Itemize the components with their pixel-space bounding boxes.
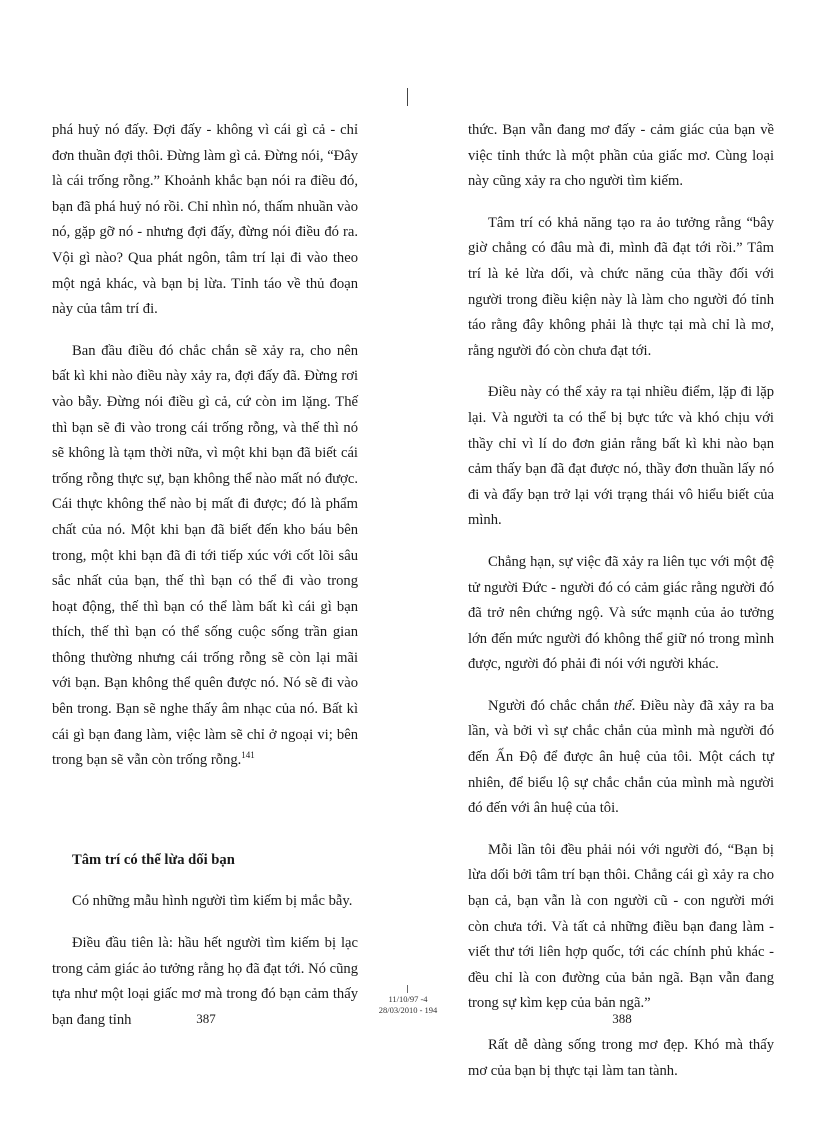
right-paragraph-2: Tâm trí có khả năng tạo ra ảo tưởng rằng “bây giờ chẳng có đâu mà đi, mình đã đạt tới rồi.” Tâm trí là kẻ lừa dối, và chức năng của thầy đối với người trong điều kiện này là làm cho người đó tỉnh táo rằng đây không phải là thực tại mà chỉ là mơ, rằng người đó còn chưa đạt tới. bbox=[468, 214, 774, 359]
right-page-column bbox=[468, 118, 774, 1100]
left-paragraph-1: phá huỷ nó đấy. Đợi đấy - không vì cái gì cả - chỉ đơn thuần đợi thôi. Đừng làm gì cả. Đừng nói, “Đây là cái trống rỗng.” Khoảnh khắc bạn nói ra điều đó, bạn đã phá huỷ nó rồi. Chỉ nhìn nó, thấm nhuần vào nó, gặp gỡ nó - nhưng đợi đấy, đừng nói điều đó ra. Vội gì nào? Qua phát ngôn, tâm trí lại đi vào theo một ngả khác, và bạn bị lừa. Tỉnh táo về thủ đoạn này của tâm trí đi. bbox=[52, 122, 358, 318]
heading-spacer bbox=[52, 790, 358, 848]
italic-word: thế bbox=[613, 697, 632, 714]
right-paragraph-5 bbox=[468, 694, 774, 822]
right-paragraph-1: thức. Bạn vẫn đang mơ đấy - cảm giác của bạn về việc tỉnh thức là một phần của giấc mơ. Cùng loại này cũng xảy ra cho người tìm kiếm. bbox=[468, 122, 774, 190]
left-paragraph-2 bbox=[52, 339, 358, 774]
right-paragraph-3: Điều này có thể xảy ra tại nhiều điểm, lặp đi lặp lại. Và người ta có thể bị bực tức và khó chịu với thầy chỉ vì lí do đơn giản rằng bất kì khi nào bạn cảm thấy bạn đã đạt được nó, thầy đơn thuần lấy nó đi và đẩy bạn trở lại với trạng thái vô hiểu biết của mình. bbox=[468, 384, 774, 529]
page-number-right: 388 bbox=[612, 1011, 632, 1026]
print-stamp-line-2: 28/03/2010 - 194 bbox=[378, 1005, 438, 1015]
right-paragraph-5-end: . Điều này đã xảy ra ba lần, và bởi vì sự chắc chắn của mình mà người đó đến Ấn Độ để được ân huệ của tôi. Một cách tự nhiên, để biểu lộ sự chắc chắn của mình mà người đó đến với ân huệ của tôi. bbox=[468, 697, 775, 817]
bottom-crop-mark bbox=[407, 985, 408, 993]
page-number-left: 387 bbox=[196, 1011, 216, 1026]
right-paragraph-4: Chẳng hạn, sự việc đã xảy ra liên tục với một đệ tử người Đức - người đó có cảm giác rằng người đó đã trở nên chứng ngộ. Và sức mạnh của ảo tưởng lớn đến mức người đó không thể giữ nó trong mình được, người đó phải đi nói với người khác. bbox=[468, 553, 774, 673]
right-paragraph-7: Rất dễ dàng sống trong mơ đẹp. Khó mà thấy mơ của bạn bị thực tại làm tan tành. bbox=[468, 1037, 774, 1079]
right-paragraph-5-start: Người đó chắc chắn bbox=[488, 697, 614, 714]
section-heading: Tâm trí có thể lừa dối bạn bbox=[72, 851, 235, 868]
left-page-column bbox=[52, 118, 358, 1049]
left-paragraph-4: Điều đầu tiên là: hầu hết người tìm kiếm bị lạc trong cảm giác ảo tưởng rằng họ đã đạt tới. Nó cũng tựa như một loại giấc mơ mà trong đó bạn cảm thấy bạn đang tỉnh bbox=[52, 935, 358, 1028]
right-paragraph-6: Mỗi lần tôi đều phải nói với người đó, “Bạn bị lừa dối bởi tâm trí bạn thôi. Chẳng cái gì xảy ra cho bạn cả, bạn vẫn là con người cũ - con người mới còn chưa tới. Và tất cả những điều bạn đang làm - viết thư tới liên hợp quốc, tới các chính phủ khác - đều chỉ là con đường của bản ngã. Bạn vẫn đang trong sự kìm kẹp của bản ngã.” bbox=[468, 841, 774, 1012]
left-paragraph-3: Có những mẫu hình người tìm kiếm bị mắc bẫy. bbox=[72, 893, 353, 910]
center-crop-mark bbox=[407, 88, 408, 106]
left-paragraph-2-text: Ban đầu điều đó chắc chắn sẽ xảy ra, cho nên bất kì khi nào điều này xảy ra, đợi đấy đã. Đừng rơi vào bẫy. Đừng nói điều gì cả, cứ còn im lặng. Thế thì bạn sẽ đi vào trong cái trống rỗng, và thế thì nó sẽ không là tạm thời nữa, vì một khi bạn đã biết cái trống rỗng thực sự, bạn không thể nào mất nó được. Cái thực không thể nào bị mất đi được; đó là phẩm chất của nó. Một khi bạn đã biết đến kho báu bên trong, một khi bạn đã đi tới tiếp xúc với cốt lõi sâu sắc nhất của bạn, thế thì bạn có thể đi vào trong hoạt động, thế thì bạn có thể làm bất kì cái gì bạn thích, thế thì bạn có thể sống cuộc sống trần gian thông thường nhưng cái trống rỗng sẽ còn lại mãi với bạn. Bạn không thể quên được nó. Nó sẽ đi vào bên trong. Bạn sẽ nghe thấy âm nhạc của nó. Bất kì cái gì bạn đang làm, việc làm sẽ chỉ ở ngoại vi; bên trong bạn sẽ vẫn còn trống rỗng. bbox=[52, 342, 358, 769]
footnote-ref: 141 bbox=[241, 750, 255, 761]
print-stamp-line-1: 11/10/97 -4 bbox=[388, 994, 428, 1004]
